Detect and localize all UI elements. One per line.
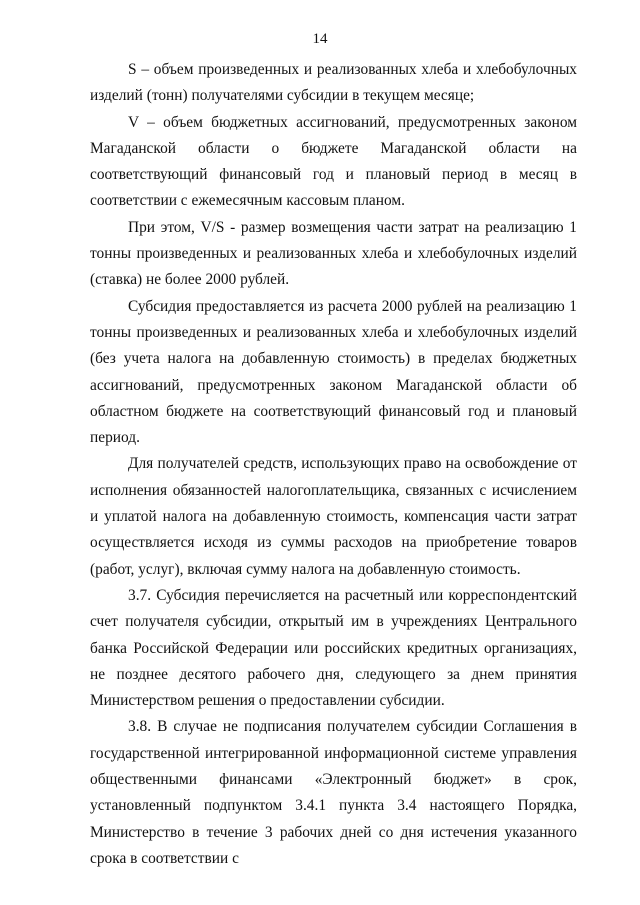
paragraph-3-7: 3.7. Субсидия перечисляется на расчетный или корреспондентский счет получателя субсидии, открытый им в учреждениях Центрального банка Российской Федерации или российских кредитных организациях, не позднее десятого рабочего дня, следующего за днем принятия Министерством решения о предоставлении субсидии. [90, 586, 577, 710]
paragraph-v-definition: V – объем бюджетных ассигнований, предусмотренных законом Магаданской области о бюджете Магаданской области на соответствующий финансовый год и плановый период в месяц в соответствии с ежемесячным кассовым планом. [90, 113, 577, 210]
document-body [90, 57, 577, 872]
page-number: 14 [312, 31, 328, 47]
paragraph-s-definition: S – объем произведенных и реализованных хлеба и хлебобулочных изделий (тонн) получателями субсидии в текущем месяце; [90, 61, 577, 105]
paragraph-vat-exemption: Для получателей средств, использующих право на освобождение от исполнения обязанностей налогоплательщика, связанных с исчислением и уплатой налога на добавленную стоимость, компенсация части затрат осуществляется исходя из суммы расходов на приобретение товаров (работ, услуг), включая сумму налога на добавленную стоимость. [90, 455, 577, 578]
paragraph-subsidy-calculation: Субсидия предоставляется из расчета 2000 рублей на реализацию 1 тонны произведенных и реализованных хлеба и хлебобулочных изделий (без учета налога на добавленную стоимость) в пределах бюджетных ассигнований, предусмотренных законом Магаданской области об областном бюджете на соответствующий финансовый год и плановый период. [90, 297, 577, 447]
paragraph-rate: При этом, V/S - размер возмещения части затрат на реализацию 1 тонны произведенных и реализованных хлеба и хлебобулочных изделий (ставка) не более 2000 рублей. [90, 218, 577, 289]
paragraph-3-8: 3.8. В случае не подписания получателем субсидии Соглашения в государственной интегрированной информационной системе управления общественными финансами «Электронный бюджет» в срок, установленный подпунктом 3.4.1 пункта 3.4 настоящего Порядка, Министерство в течение 3 рабочих дней со дня истечения указанного срока в соответствии с [90, 718, 577, 867]
